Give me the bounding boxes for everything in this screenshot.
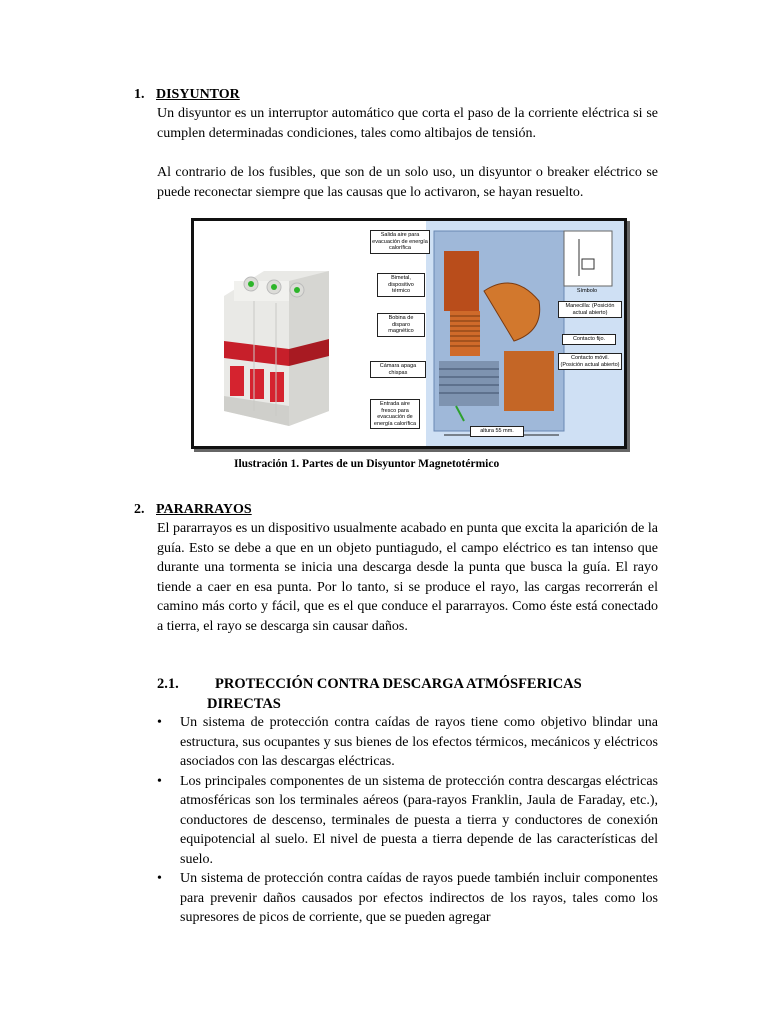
callout-contacto-movil: Contacto móvil. (Posición actual abierto) bbox=[558, 353, 622, 370]
section-title-line2: DIRECTAS bbox=[207, 696, 281, 712]
callout-altura: altura 55 mm. bbox=[470, 426, 524, 437]
section-number: 2.1. bbox=[157, 676, 179, 692]
list-item-text: Un sistema de protección contra caídas de rayos puede también incluir componentes para prevenir daños causados por efectos indirectos de los rayos, tales como los supresores de picos de corriente, que se pueden agregar bbox=[180, 871, 658, 925]
bullet-icon: • bbox=[157, 715, 162, 730]
paragraph-2: Al contrario de los fusibles, que son de un solo uso, un disyuntor o breaker eléctrico se puede reconectar siempre que las causas que lo activaron, se hayan resuelto. bbox=[157, 165, 658, 200]
section-2-heading bbox=[134, 501, 252, 519]
section-title-line1: PROTECCIÓN CONTRA DESCARGA ATMÓSFERICAS bbox=[215, 676, 582, 692]
list-item-text: Un sistema de protección contra caídas de rayos tiene como objetivo blindar una estructura, sus ocupantes y sus bienes de los efectos térmicos, mecánicos y eléctricos asociados con las descargas eléctricas. bbox=[180, 715, 658, 769]
breaker-product-photo bbox=[224, 271, 329, 426]
section-2-1-heading bbox=[157, 674, 657, 714]
section-1-heading bbox=[134, 86, 240, 104]
breaker-illustration bbox=[191, 218, 627, 449]
paragraph-1: Un disyuntor es un interruptor automático que corta el paso de la corriente eléctrica si se cumplen determinadas condiciones, tales como altibajos de tensión. bbox=[157, 106, 658, 141]
callout-camara: Cámara apaga chispas bbox=[370, 361, 426, 378]
list-item bbox=[157, 713, 658, 772]
callout-simbolo: Símbolo bbox=[576, 288, 598, 294]
callout-salida: Salida aire para evacuación de energía calorífica bbox=[370, 230, 430, 254]
paragraph-3: El pararrayos es un dispositivo usualmente acabado en punta que excita la aparición de la guía. Esto se debe a que en un objeto puntiagudo, el campo eléctrico es tan intenso que durante una tormenta se inicia una descarga desde la punta que busca la guía. El rayo tiende a caer en esa punta. Por lo tanto, si se produce el rayo, las cargas recorrerán el camino más corto y fácil, que es el que conduce el pararrayos. Como éste está conectado a tierra, el rayo se descarga sin causar daños. bbox=[157, 521, 658, 634]
bullet-icon: • bbox=[157, 871, 162, 886]
section-title: PARARRAYOS bbox=[156, 502, 252, 517]
callout-entrada: Entrada aire fresco para evacuación de energía calorífica bbox=[370, 399, 420, 429]
section-title: DISYUNTOR bbox=[156, 87, 240, 102]
callout-bobina: Bobina de disparo magnético bbox=[377, 313, 425, 337]
section-number: 1. bbox=[134, 87, 145, 102]
list-item bbox=[157, 869, 658, 928]
callout-manecilla: Manecilla: (Posición actual abierto) bbox=[558, 301, 622, 318]
callout-bimetal: Bimetal, dispositivo térmico bbox=[377, 273, 425, 297]
figure-caption: Ilustración 1. Partes de un Disyuntor Magnetotérmico bbox=[234, 458, 500, 470]
bullet-list bbox=[157, 713, 658, 928]
section-number: 2. bbox=[134, 502, 145, 517]
list-item bbox=[157, 772, 658, 870]
list-item-text: Los principales componentes de un sistema de protección contra descargas eléctricas atmosféricas son los terminales aéreos (para-rayos Franklin, Jaula de Faraday, etc.), conductores de descenso, terminales de puesta a tierra y conductores de conexión equipotencial al suelo. El nivel de puesta a tierra depende de las características del suelo. bbox=[180, 773, 658, 867]
callout-contacto-fijo: Contacto fijo. bbox=[562, 334, 616, 345]
bullet-icon: • bbox=[157, 773, 162, 789]
